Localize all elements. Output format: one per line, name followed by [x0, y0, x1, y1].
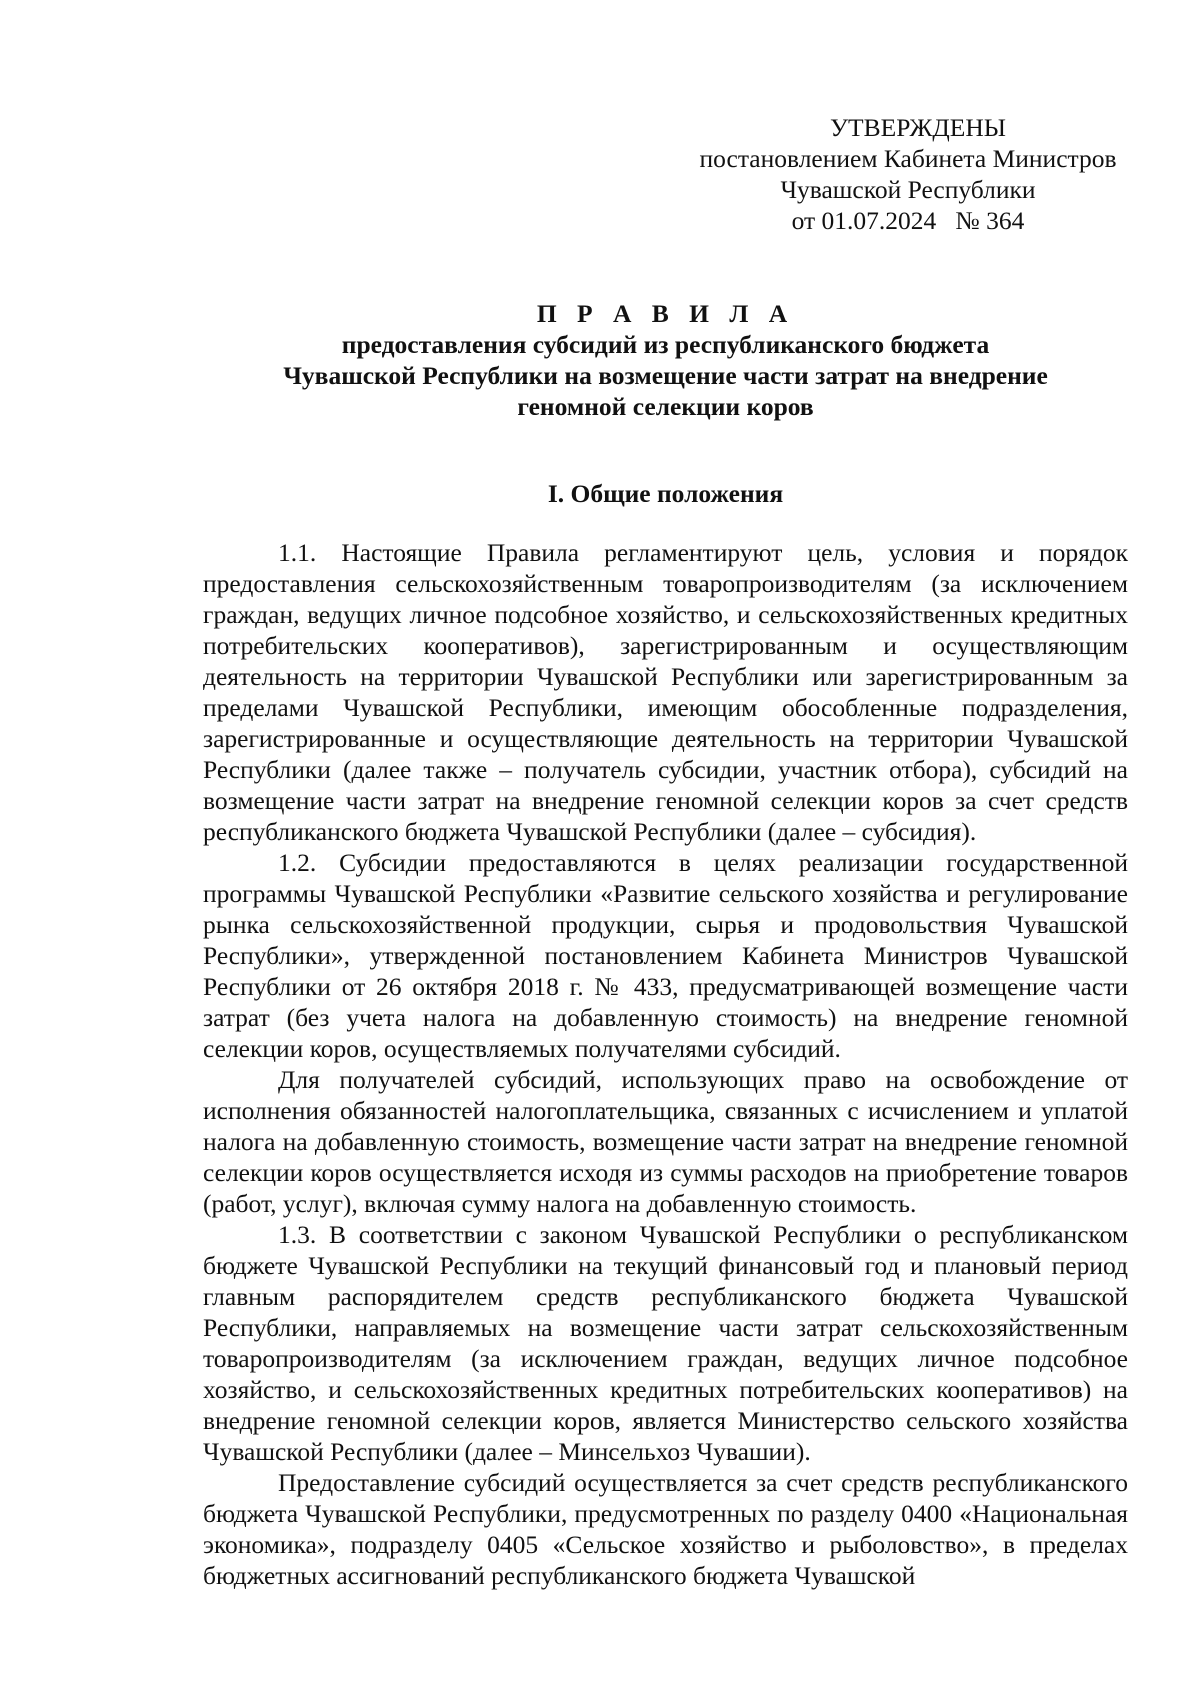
paragraph-1-2-continuation: Для получателей субсидий, использующих право на освобождение от исполнения обязанностей налогоплательщика, связанных с исчислением и уплатой налога на добавленную стоимость, возмещение части затрат на внедрение геномной селекции коров осуществляется исходя из суммы расходов на приобретение товаров (работ, услуг), включая сумму налога на добавленную стоимость. — [203, 1065, 1128, 1218]
title-subtitle-line-3: геномной селекции коров — [517, 392, 814, 421]
approval-title: УТВЕРЖДЕНЫ — [830, 113, 1006, 142]
approval-date-number: от 01.07.2024 № 364 — [791, 206, 1025, 235]
approval-block — [688, 112, 1128, 236]
approval-republic: Чувашской Республики — [780, 175, 1036, 204]
section-heading: I. Общие положения — [547, 479, 784, 508]
document-body — [203, 537, 1128, 1591]
paragraph-1-1: 1.1. Настоящие Правила регламентируют цель, условия и порядок предоставления сельскохозяйственным товаропроизводителям (за исключением граждан, ведущих личное подсобное хозяйство, и сельскохозяйственных кредитных потребительских кооперативов), зарегистрированным и осуществляющим деятельность на территории Чувашской Республики или зарегистрированным за пределами Чувашской Республики, имеющим обособленные подразделения, зарегистрированные и осуществляющие деятельность на территории Чувашской Республики (далее также – получатель субсидии, участник отбора), субсидий на возмещение части затрат на внедрение геномной селекции коров за счет средств республиканского бюджета Чувашской Республики (далее – субсидия). — [203, 538, 1128, 846]
paragraph-1-3: 1.3. В соответствии с законом Чувашской Республики о республиканском бюджете Чувашской Республики на текущий финансовый год и плановый период главным распорядителем средств республиканского бюджета Чувашской Республики, направляемых на возмещение части затрат сельскохозяйственным товаропроизводителям (за исключением граждан, ведущих личное подсобное хозяйство, и сельскохозяйственных кредитных потребительских кооперативов) на внедрение геномной селекции коров, является Министерство сельского хозяйства Чувашской Республики (далее – Минсельхоз Чувашии). — [203, 1220, 1128, 1466]
title-main: П Р А В И Л А — [536, 299, 795, 328]
document-title — [203, 298, 1128, 422]
paragraph-1-2: 1.2. Субсидии предоставляются в целях реализации государственной программы Чувашской Республики «Развитие сельского хозяйства и регулирование рынка сельскохозяйственной продукции, сырья и продовольствия Чувашской Республики», утвержденной постановлением Кабинета Министров Чувашской Республики от 26 октября 2018 г. № 433, предусматривающей возмещение части затрат (без учета налога на добавленную стоимость) на внедрение геномной селекции коров, осуществляемых получателями субсидий. — [203, 848, 1128, 1063]
paragraph-1-3-continuation: Предоставление субсидий осуществляется за счет средств республиканского бюджета Чувашской Республики, предусмотренных по разделу 0400 «Национальная экономика», подразделу 0405 «Сельское хозяйство и рыболовство», в пределах бюджетных ассигнований республиканского бюджета Чувашской — [203, 1468, 1128, 1590]
title-subtitle-line-2: Чувашской Республики на возмещение части затрат на внедрение — [283, 361, 1048, 390]
title-subtitle-line-1: предоставления субсидий из республиканского бюджета — [341, 330, 990, 359]
approval-authority: постановлением Кабинета Министров — [699, 144, 1117, 173]
